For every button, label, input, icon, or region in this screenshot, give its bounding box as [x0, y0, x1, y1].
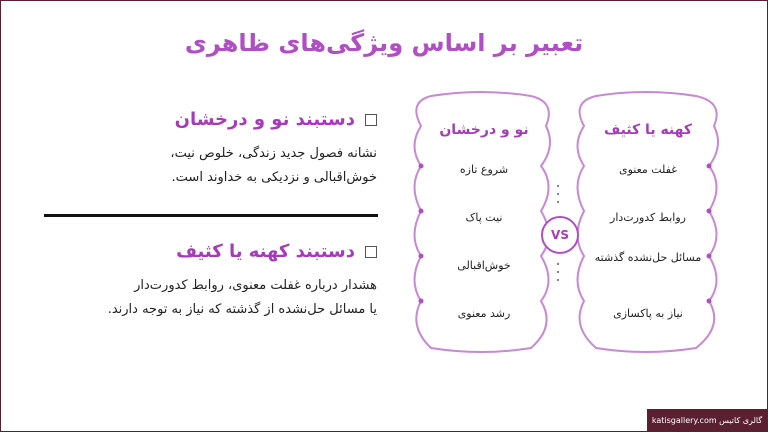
right-item: غفلت معنوی: [618, 163, 678, 176]
vs-badge: VS: [541, 216, 579, 254]
left-item: خوش‌اقبالی: [457, 259, 511, 272]
right-item: مسائل حل‌نشده گذشته: [594, 251, 702, 264]
page-title: تعبیر بر اساس ویژگی‌های ظاهری: [184, 29, 584, 57]
section-new-bracelet: [47, 109, 377, 190]
section-text: خوش‌اقبالی و نزدیکی به خداوند است.: [171, 170, 377, 185]
right-column-title: کهنه یا کثیف: [603, 122, 693, 138]
left-item: رشد معنوی: [457, 307, 511, 320]
footer-brand[interactable]: گالری کاتیس katisgallery.com: [647, 409, 767, 431]
checkbox-icon: [365, 246, 377, 258]
section-text: یا مسائل حل‌نشده از گذشته که نیاز به توجه دارند.: [107, 302, 377, 317]
section-heading: دستبند نو و درخشان: [174, 109, 355, 130]
left-item: شروع تازه: [459, 163, 509, 176]
checkbox-icon: [365, 114, 377, 126]
comparison-diagram: [406, 86, 736, 356]
divider: [44, 214, 378, 217]
section-text: نشانه فصول جدید زندگی، خلوص نیت،: [170, 146, 377, 161]
section-old-bracelet: [47, 241, 377, 322]
right-item: روابط کدورت‌دار: [610, 211, 686, 224]
section-heading: دستبند کهنه یا کثیف: [176, 241, 355, 262]
left-column-title: نو و درخشان: [439, 122, 529, 138]
section-text: هشدار درباره غفلت معنوی، روابط کدورت‌دار: [134, 278, 377, 293]
left-item: نیت پاک: [465, 211, 503, 224]
right-item: نیاز به پاکسازی: [613, 307, 683, 320]
